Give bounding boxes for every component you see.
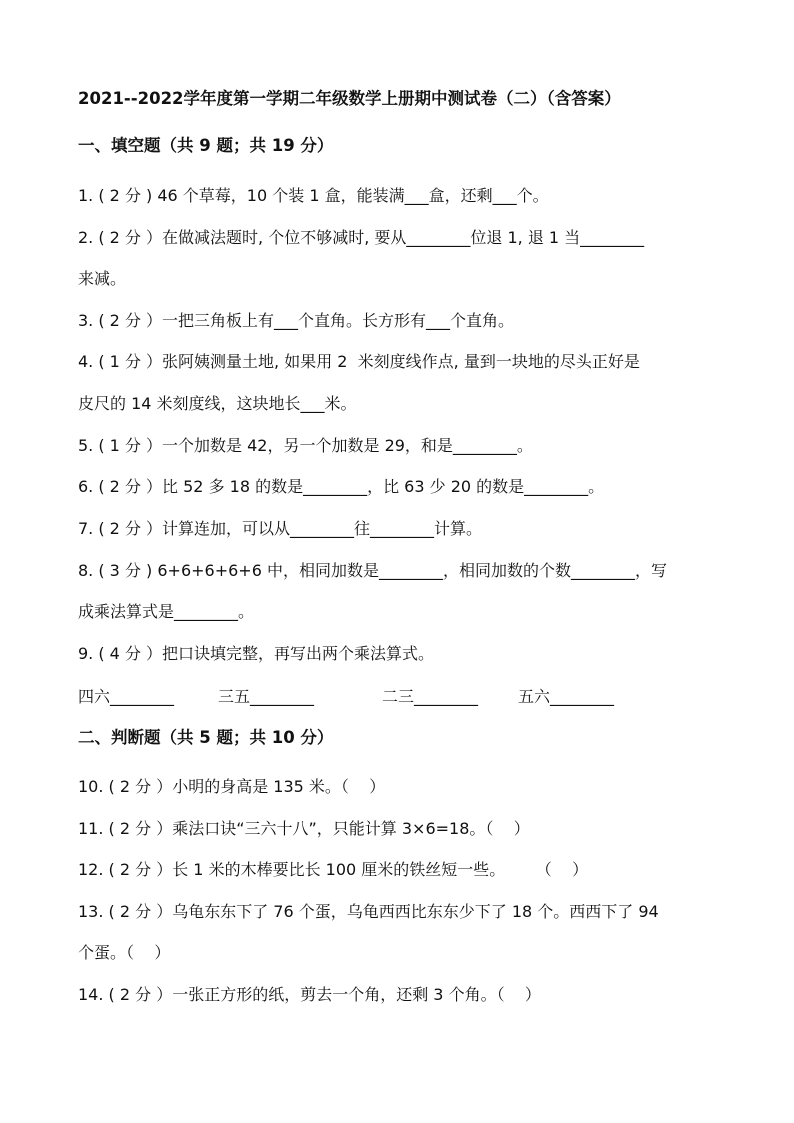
section-heading-true-false: 二、判断题（共 5 题；共 10 分）: [78, 728, 334, 747]
fill-item-five-six: 五六________: [518, 687, 615, 706]
page-title: 2021--2022学年度第一学期二年级数学上册期中测试卷（二）（含答案）: [78, 89, 621, 108]
question-8-continued: 成乘法算式是________。: [78, 602, 255, 621]
question-1: 1. ( 2 分 ) 46 个草莓，10 个装 1 盒，能装满___盒，还剩___个。: [78, 186, 549, 205]
question-13-continued: 个蛋。（ ）: [78, 943, 171, 962]
question-4: 4. ( 1 分 ）张阿姨测量土地, 如果用 2 米刻度线作点, 量到一块地的尽头正好是: [78, 352, 640, 371]
fill-item-three-five: 三五________: [218, 687, 315, 706]
question-11: 11. ( 2 分 ）乘法口诀“三六十八”，只能计算 3×6=18。（ ）: [78, 819, 530, 838]
question-2-continued: 来减。: [78, 269, 127, 288]
question-14: 14. ( 2 分 ）一张正方形的纸，剪去一个角，还剩 3 个角。（ ）: [78, 985, 541, 1004]
question-12: 12. ( 2 分 ）长 1 米的木棒要比长 100 厘米的铁丝短一些。 （ ）: [78, 860, 589, 879]
question-10: 10. ( 2 分 ）小明的身高是 135 米。（ ）: [78, 777, 386, 796]
question-3: 3. ( 2 分 ）一把三角板上有___个直角。长方形有___个直角。: [78, 311, 515, 330]
question-9: 9. ( 4 分 ）把口诀填完整，再写出两个乘法算式。: [78, 644, 435, 663]
question-7: 7. ( 2 分 ）计算连加，可以从________往________计算。: [78, 519, 483, 538]
question-8: 8. ( 3 分 ) 6+6+6+6+6 中，相同加数是________，相同加数的个数________，写: [78, 561, 667, 580]
fill-item-four-six: 四六________: [78, 687, 175, 706]
question-13: 13. ( 2 分 ）乌龟东东下了 76 个蛋，乌龟西西比东东少下了 18 个。西西下了 94: [78, 902, 659, 921]
question-6: 6. ( 2 分 ）比 52 多 18 的数是________，比 63 少 20 的数是________。: [78, 477, 605, 496]
question-4-continued: 皮尺的 14 米刻度线，这块地长___米。: [78, 394, 357, 413]
section-heading-fill-blank: 一、填空题（共 9 题；共 19 分）: [78, 136, 334, 155]
question-5: 5. ( 1 分 ）一个加数是 42，另一个加数是 29，和是________。: [78, 436, 533, 455]
fill-item-two-three: 二三________: [382, 687, 479, 706]
question-2: 2. ( 2 分 ）在做减法题时, 个位不够减时, 要从________位退 1, 退 1 当________: [78, 228, 645, 247]
